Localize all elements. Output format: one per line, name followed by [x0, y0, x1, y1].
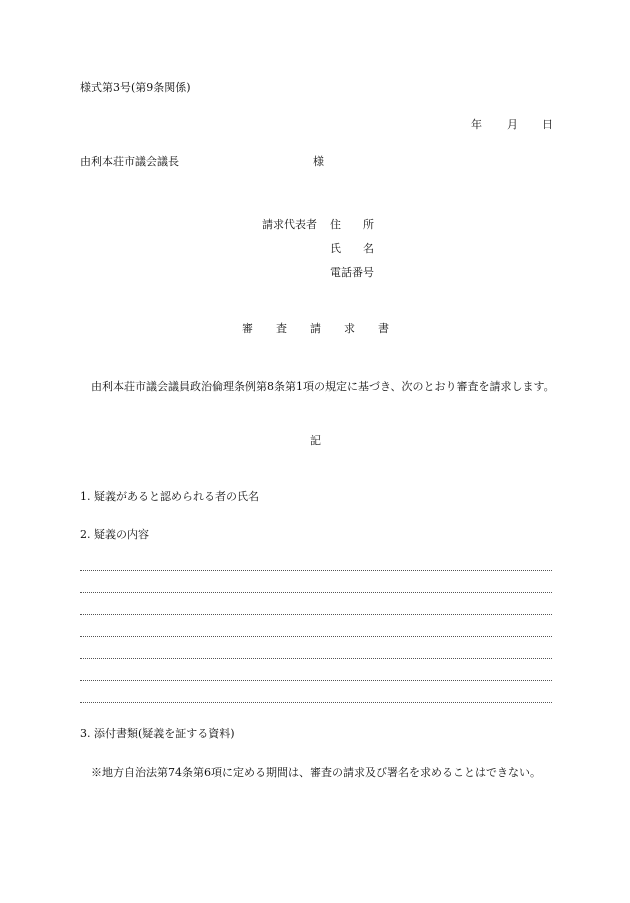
document-title-char: 請: [310, 322, 321, 335]
answer-line: [80, 702, 552, 703]
form-number: 様式第3号(第9条関係): [80, 81, 191, 94]
name-label: 氏 名: [330, 242, 374, 255]
item-1-suspect-name: 1. 疑義があると認められる者の氏名: [80, 490, 259, 503]
answer-line: [80, 570, 552, 571]
phone-label: 電話番号: [330, 266, 374, 279]
addressee-name: 由利本荘市議会議長: [80, 155, 179, 168]
answer-line: [80, 636, 552, 637]
document-title-char: 審: [242, 322, 253, 335]
request-body-text: 由利本荘市議会議員政治倫理条例第8条第1項の規定に基づき、次のとおり審査を請求します。: [91, 380, 555, 393]
answer-line: [80, 614, 552, 615]
document-title-char: 求: [344, 322, 355, 335]
answer-line: [80, 680, 552, 681]
item-3-attachments: 3. 添付書類(疑義を証する資料): [80, 727, 235, 740]
date-month-label: 月: [507, 118, 518, 131]
ki-label: 記: [310, 434, 321, 447]
answer-line: [80, 592, 552, 593]
date-day-label: 日: [542, 118, 553, 131]
address-label: 住 所: [330, 218, 374, 231]
answer-line: [80, 658, 552, 659]
addressee-honorific: 様: [313, 155, 324, 168]
item-2-suspicion-content: 2. 疑義の内容: [80, 528, 149, 541]
document-title-char: 書: [378, 322, 389, 335]
document-title-char: 査: [276, 322, 287, 335]
requester-role-label: 請求代表者: [262, 218, 317, 231]
date-year-label: 年: [471, 118, 482, 131]
period-note: ※地方自治法第74条第6項に定める期間は、審査の請求及び署名を求めることはできない。: [91, 766, 541, 779]
